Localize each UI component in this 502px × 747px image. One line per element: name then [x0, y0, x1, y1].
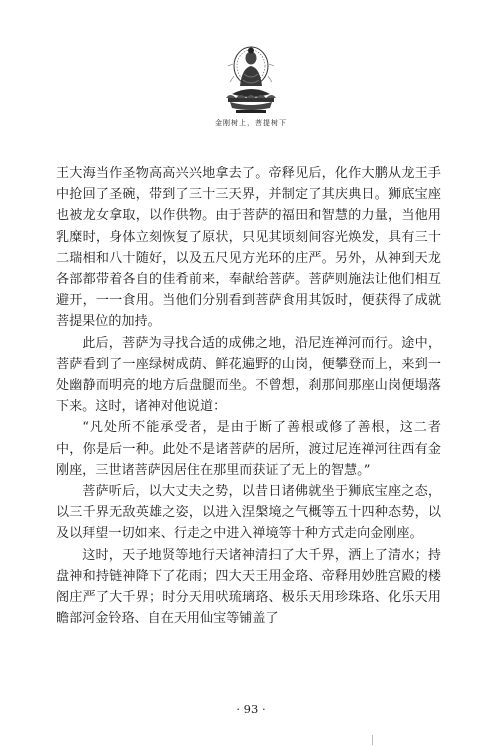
paragraph: 此后，菩萨为寻找合适的成佛之地，沿尼连禅河而行。途中，菩萨看到了一座绿树成荫、鲜花遍野的山岗，便攀登而上，来到一处幽静而明亮的地方后盘腿而坐。不曾想，刹那间那座山岗便塌落下来。这时，诸神对他说道：	[56, 335, 441, 415]
page-number: · 93 ·	[236, 702, 266, 716]
paragraph: “凡处所不能承受者，是由于断了善根或修了善根，这二者中，你是后一种。此处不是诸菩萨的居所，渡过尼连禅河往西有金刚座，三世诸菩萨因居住在那里而获证了无上的智慧。”	[56, 420, 441, 478]
scan-edge-mark	[372, 735, 373, 745]
seated-buddha-icon	[196, 36, 306, 118]
paragraph: 王大海当作圣物高高兴兴地拿去了。帝释见后，化作大鹏从龙王手中抢回了圣碗，带到了三十三天界，并制定了其庆典日。狮底宝座也被龙女拿取，以作供物。由于菩萨的福田和智慧的力量，当他用乳糜时，身体立刻恢复了原状，只见其顷刻间容光焕发，具有三十二瑞相和八十随好，以及五尺见方光环的庄严。另外，从神到天龙各部都带着各自的佳肴前来，奉献给菩萨。菩萨则施法让他们相互避开，一一食用。当他们分别看到菩萨食用其饭时，便获得了成就菩提果位的加持。	[56, 166, 441, 330]
body-text	[56, 163, 441, 629]
figure-caption: 金刚树上，菩提树下	[215, 119, 287, 127]
paragraph: 这时，天子地贤等地行天诸神清扫了大千界，洒上了清水；持盘神和持链神降下了花雨；四大天王用金珞、帝释用妙胜宫殿的楼阁庄严了大千界；时分天用吠琉璃珞、极乐天用珍珠珞、化乐天用瞻部河金铃珞、自在天用仙宝等铺盖了	[56, 547, 441, 627]
paragraph: 菩萨听后，以大丈夫之势，以昔日诸佛就坐于狮底宝座之态，以三千界无敌英雄之姿，以进入涅槃境之气概等五十四种态势，以及以拜望一切如来、行走之中进入禅境等十种方式走向金刚座。	[56, 484, 441, 542]
